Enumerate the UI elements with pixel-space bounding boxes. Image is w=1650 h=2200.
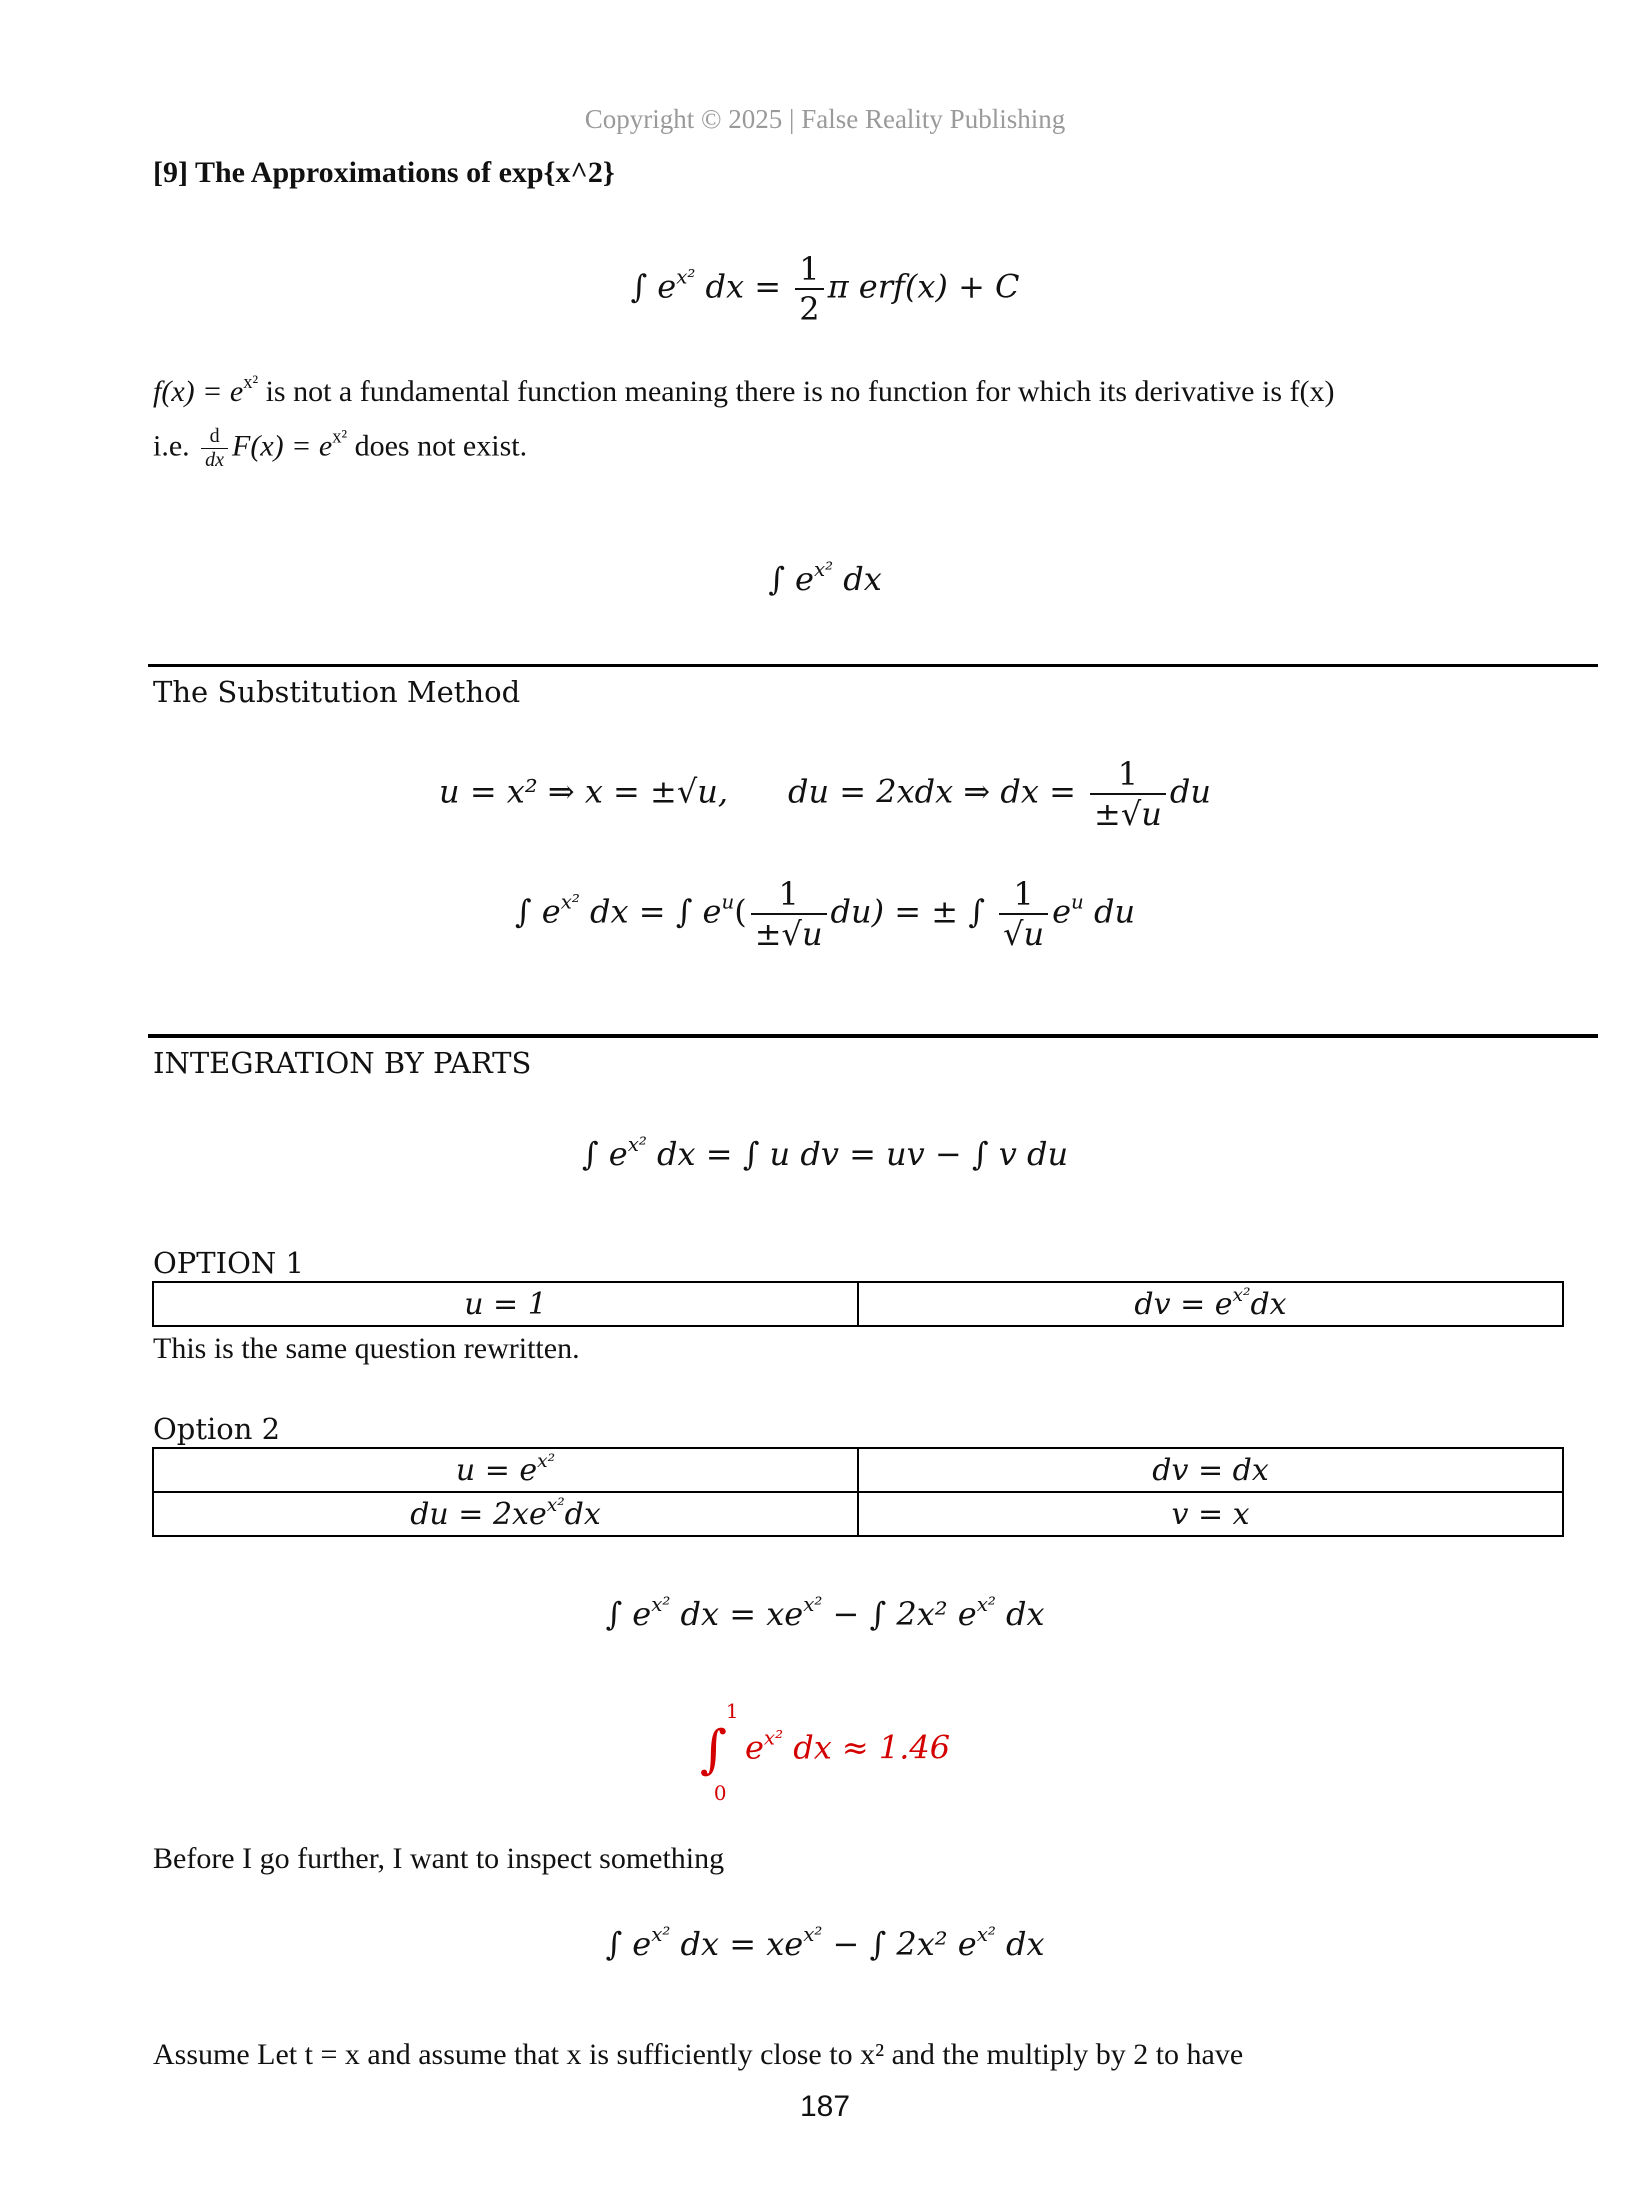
para1-b: is not a fundamental function meaning there is no function for which its derivative is f(x) xyxy=(258,375,1335,408)
option-1-u-cell: u = 1 xyxy=(153,1282,858,1326)
eq5-a: ∫ e xyxy=(581,1135,628,1173)
equation-substitution xyxy=(0,755,1650,833)
opt1-dv-exp: x² xyxy=(1232,1284,1251,1306)
eq6-b-exp: x² xyxy=(803,1593,823,1617)
eq4-num: 1 xyxy=(751,875,827,915)
eq7-a: e xyxy=(744,1728,764,1767)
eq4-fraction-2 xyxy=(999,875,1048,953)
definite-integral-sign: ∫ 1 0 xyxy=(699,1700,739,1805)
eq4-den: ±√u xyxy=(754,915,823,953)
eq8-c: − ∫ 2x² e xyxy=(822,1925,977,1963)
page-number: 187 xyxy=(799,2090,851,2123)
eq4-b-exp: u xyxy=(721,890,735,914)
eq4-fraction xyxy=(751,875,827,953)
eq4-e-exp: u xyxy=(1071,890,1084,914)
eq8-a: ∫ e xyxy=(605,1925,652,1963)
eq3-tail: du xyxy=(1169,772,1211,811)
eq3-den: ±√u xyxy=(1094,795,1162,833)
integration-by-parts-heading: INTEGRATION BY PARTS xyxy=(153,1046,532,1080)
opt2-du-exp: x² xyxy=(546,1494,565,1516)
eq8-b: dx = xe xyxy=(670,1925,804,1963)
eq6-b: dx = xe xyxy=(670,1595,804,1633)
option-2-du-cell xyxy=(153,1492,858,1536)
paragraph-line-1 xyxy=(153,371,1335,409)
opt1-dv-a: dv = e xyxy=(1134,1286,1233,1322)
eq4-a-exp: x² xyxy=(560,890,580,914)
opt2-u-a: u = e xyxy=(455,1452,538,1488)
eq4-f: du xyxy=(1083,892,1136,931)
eq7-a-exp: x² xyxy=(763,1726,784,1750)
section-title: [9] The Approximations of exp{x^2} xyxy=(153,156,615,189)
equation-by-parts-result xyxy=(0,1595,1650,1633)
opt1-dv-b: dx xyxy=(1250,1286,1287,1322)
option-2-u-cell xyxy=(153,1448,858,1492)
eq3-mid: du = 2xdx ⇒ dx = xyxy=(788,772,1087,811)
eq3-fraction xyxy=(1090,755,1166,833)
eq4-b: dx = ∫ e xyxy=(579,892,722,931)
copyright-header: Copyright © 2025 | False Reality Publishing xyxy=(584,104,1066,134)
eq1-fraction xyxy=(795,250,823,328)
eq6-c-exp: x² xyxy=(976,1593,996,1617)
substitution-heading: The Substitution Method xyxy=(153,675,521,709)
table-row xyxy=(153,1282,1563,1326)
table-row xyxy=(153,1448,1563,1492)
paragraph-line-2 xyxy=(153,425,527,472)
derivative-num: d xyxy=(201,425,228,449)
opt2-u-exp: x² xyxy=(537,1450,556,1472)
eq8-b-exp: x² xyxy=(803,1923,823,1947)
eq8-c-exp: x² xyxy=(976,1923,996,1947)
eq4-num2: 1 xyxy=(999,875,1048,915)
para1-fx: F(x) = e xyxy=(232,429,333,463)
eq2-exp: x² xyxy=(813,558,834,582)
derivative-fraction xyxy=(201,425,228,472)
paragraph-inspect: Before I go further, I want to inspect something xyxy=(153,1842,725,1875)
para1-a: f(x) = e xyxy=(153,375,244,408)
eq5-a-exp: x² xyxy=(627,1133,647,1157)
option-2-label: Option 2 xyxy=(153,1412,281,1446)
eq1-num: 1 xyxy=(795,250,823,290)
eq7-b: dx ≈ 1.46 xyxy=(783,1728,951,1767)
eq4-a: ∫ e xyxy=(514,892,561,931)
eq8-d: dx xyxy=(995,1925,1045,1963)
paragraph-assume: Assume Let t = x and assume that x is sufficiently close to x² and the multiply by 2 to have xyxy=(153,2038,1244,2071)
equation-by-parts-repeat xyxy=(0,1925,1650,1963)
equation-substituted-integral xyxy=(0,875,1650,953)
opt2-du-b: dx xyxy=(564,1496,601,1532)
section-divider-1 xyxy=(148,664,1598,667)
eq1-lhs: ∫ e xyxy=(630,267,677,306)
eq3-num: 1 xyxy=(1090,755,1166,795)
para1-c: does not exist. xyxy=(347,429,528,463)
eq3-left: u = x² ⇒ x = ±√u, xyxy=(439,772,729,811)
para1-ie: i.e. xyxy=(153,429,198,463)
eq2-text: ∫ e xyxy=(768,560,814,598)
eq5-b: dx = ∫ u dv = uv − ∫ v du xyxy=(646,1135,1069,1173)
option-1-note: This is the same question rewritten. xyxy=(153,1332,580,1365)
eq4-d: du) = ± ∫ xyxy=(830,892,996,931)
eq6-a-exp: x² xyxy=(651,1593,671,1617)
eq4-den2: √u xyxy=(1003,915,1045,953)
equation-integral xyxy=(0,560,1650,598)
para1-exp: x² xyxy=(243,371,259,393)
section-divider-2 xyxy=(148,1034,1598,1038)
option-2-dv-cell: dv = dx xyxy=(858,1448,1563,1492)
eq1-dx: dx = xyxy=(695,267,792,306)
option-2-table xyxy=(152,1447,1564,1537)
definite-integral-approximation xyxy=(0,1700,1650,1805)
eq6-a: ∫ e xyxy=(605,1595,652,1633)
option-1-label: OPTION 1 xyxy=(153,1246,304,1280)
para1-exp2: x² xyxy=(332,426,348,448)
option-1-dv-cell xyxy=(858,1282,1563,1326)
eq4-e: e xyxy=(1052,892,1072,931)
eq4-c: ( xyxy=(734,892,747,931)
eq6-d: dx xyxy=(995,1595,1045,1633)
eq1-exp: x² xyxy=(676,265,696,289)
eq2-dx: dx xyxy=(833,560,882,598)
equation-by-parts xyxy=(0,1135,1650,1173)
equation-erf xyxy=(0,250,1650,328)
derivative-den: dx xyxy=(205,449,225,471)
eq8-a-exp: x² xyxy=(651,1923,671,1947)
table-row xyxy=(153,1492,1563,1536)
opt2-du-a: du = 2xe xyxy=(410,1496,547,1532)
eq6-c: − ∫ 2x² e xyxy=(822,1595,977,1633)
eq1-rhs: π erf(x) + C xyxy=(827,267,1020,306)
option-1-table xyxy=(152,1281,1564,1327)
option-2-v-cell: v = x xyxy=(858,1492,1563,1536)
eq1-den: 2 xyxy=(799,290,820,328)
